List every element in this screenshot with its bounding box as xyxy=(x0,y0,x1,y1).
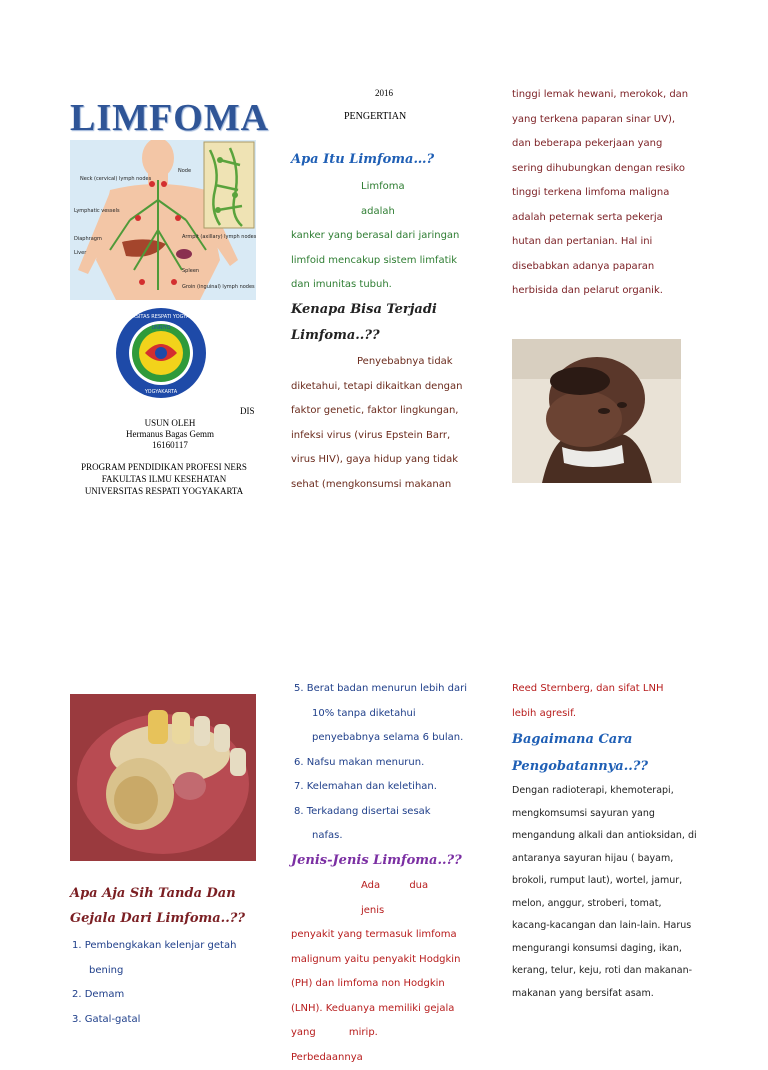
heading-apa-itu-limfoma: Apa Itu Limfoma…? xyxy=(291,152,435,167)
logo-text-top: UNIVERSITAS RESPATI YOGYAKARTA xyxy=(116,314,206,320)
text-line: kanker yang berasal dari jaringan xyxy=(291,230,460,241)
cover-author: Hermanus Bagas Gemm xyxy=(126,429,214,439)
anatomy-illustration xyxy=(70,140,256,300)
text-line: kerang, telur, keju, roti dan makanan- xyxy=(512,965,693,976)
list-text: Kelemahan dan keletihan. xyxy=(306,781,437,792)
anatomy-label: Groin (inguinal) lymph nodes xyxy=(182,284,255,290)
list-item xyxy=(294,800,484,825)
text-line: mengandung alkali dan antioksidan, di xyxy=(512,830,697,841)
list-text: Gatal-gatal xyxy=(84,1013,141,1025)
patient-neck-photo xyxy=(512,339,681,483)
text-line: melon, anggur, stroberi, tomat, xyxy=(512,897,662,909)
text-line: brokoli, rumput laut), wortel, jamur, xyxy=(512,875,683,886)
oral-lesion-photo xyxy=(70,694,256,861)
list-item xyxy=(72,983,262,1008)
list-number: 8. xyxy=(294,805,304,817)
list-text: Berat badan menurun lebih dari xyxy=(306,683,468,694)
list-number: 2. xyxy=(72,989,82,1000)
list-item xyxy=(294,824,484,849)
text-line: (LNH). Keduanya memiliki gejala xyxy=(291,1002,455,1014)
text-line: Penyebabnya tidak xyxy=(357,356,453,367)
list-text: Terkadang disertai sesak xyxy=(306,805,431,817)
list-number: 5. xyxy=(294,683,304,694)
list-item xyxy=(294,726,484,751)
cover-dis: DIS xyxy=(240,406,255,416)
text-line: yang terkena paparan sinar UV), xyxy=(512,113,676,125)
heading-pengobatan-line1: Bagaimana Cara xyxy=(512,732,633,747)
text-line: mengkomsumsi sayuran yang xyxy=(512,807,655,819)
text-line: (PH) dan limfoma non Hodgkin xyxy=(291,978,445,989)
list-text: Demam xyxy=(84,989,125,1000)
symptom-list-continued xyxy=(294,677,484,849)
logo-text-bottom: YOGYAKARTA xyxy=(144,389,178,395)
section-title-pengertian: PENGERTIAN xyxy=(344,111,407,122)
text-line: mengurangi konsumsi daging, ikan, xyxy=(512,942,682,954)
text-line: dan imunitas tubuh. xyxy=(291,279,392,290)
logo-text-mid: UNRIYO xyxy=(151,325,171,331)
text-line: kacang-kacangan dan lain-lain. Harus xyxy=(512,920,692,931)
text-line: sehat (mengkonsumsi makanan xyxy=(291,478,452,490)
heading-pengobatan-line2: Pengobatannya..?? xyxy=(512,759,649,774)
cover-program: PROGRAM PENDIDIKAN PROFESI NERS xyxy=(81,462,247,472)
text-line: antaranya sayuran hijau ( bayam, xyxy=(512,852,674,864)
paragraph-penyebab xyxy=(291,350,481,497)
cover-fakultas: FAKULTAS ILMU KESEHATAN xyxy=(101,474,227,484)
text-line: Ada dua jenis xyxy=(361,880,429,916)
list-number: 6. xyxy=(294,756,304,768)
text-line: herbisida dan pelarut organik. xyxy=(512,285,663,296)
anatomy-label: Liver xyxy=(74,250,87,256)
text-line: virus HIV), gaya hidup yang tidak xyxy=(291,454,459,465)
list-text: bening xyxy=(89,964,124,976)
paragraph-faktor-risiko xyxy=(512,83,712,304)
list-item xyxy=(72,1008,262,1033)
list-text: penyebabnya selama 6 bulan. xyxy=(312,732,464,743)
heading-gejala-line2: Gejala Dari Limfoma..?? xyxy=(70,911,245,926)
list-text: Nafsu makan menurun. xyxy=(306,756,425,768)
list-item xyxy=(72,934,262,959)
list-text: nafas. xyxy=(312,830,343,841)
list-number: 7. xyxy=(294,781,304,792)
symptom-list xyxy=(72,934,262,1032)
text-line: penyakit yang termasuk limfoma xyxy=(291,929,457,940)
heading-jenis-limfoma: Jenis-Jenis Limfoma..?? xyxy=(291,853,462,868)
text-line: hutan dan pertanian. Hal ini xyxy=(512,236,653,247)
cover-usun-oleh: USUN OLEH xyxy=(144,418,196,428)
paragraph-pengobatan xyxy=(512,780,712,1005)
year: 2016 xyxy=(375,88,393,98)
text-line: adalah peternak serta pekerja xyxy=(512,211,663,223)
list-item xyxy=(294,677,484,702)
text-line: tinggi lemak hewani, merokok, dan xyxy=(512,89,689,100)
list-number: 3. xyxy=(72,1013,82,1025)
list-text: 10% tanpa diketahui xyxy=(312,707,416,719)
text-line: Limfoma adalah xyxy=(361,181,405,217)
paragraph-jenis xyxy=(291,874,477,1070)
anatomy-label: Lymphatic vessels xyxy=(74,208,120,214)
text-line: faktor genetic, faktor lingkungan, xyxy=(291,405,459,416)
anatomy-label: Node xyxy=(178,168,192,174)
university-logo xyxy=(115,307,207,399)
text-line: yang mirip. Perbedaannya xyxy=(291,1027,378,1063)
list-text: Pembengkakan kelenjar getah xyxy=(84,940,237,951)
heading-gejala-line1: Apa Aja Sih Tanda Dan xyxy=(70,886,236,901)
text-line: sering dihubungkan dengan resiko xyxy=(512,162,685,174)
text-line: tinggi terkena limfoma maligna xyxy=(512,187,670,198)
anatomy-label: Diaphragm xyxy=(74,236,102,242)
text-line: dan beberapa pekerjaan yang xyxy=(512,138,663,149)
anatomy-label: Armpit (axillary) lymph nodes xyxy=(182,234,256,240)
text-line: disebabkan adanya paparan xyxy=(512,260,655,272)
text-line: diketahui, tetapi dikaitkan dengan xyxy=(291,380,463,392)
anatomy-label: Spleen xyxy=(182,268,200,274)
anatomy-label: Neck (cervical) lymph nodes xyxy=(80,176,152,182)
text-line: infeksi virus (virus Epstein Barr, xyxy=(291,429,451,441)
cover-title: LIMFOMA xyxy=(70,97,270,139)
list-item xyxy=(294,775,484,800)
text-line: Dengan radioterapi, khemoterapi, xyxy=(512,785,674,796)
list-number: 1. xyxy=(72,940,82,951)
text-line: makanan yang bersifat asam. xyxy=(512,987,654,999)
list-item xyxy=(294,751,484,776)
text-line: malignum yaitu penyakit Hodgkin xyxy=(291,953,461,965)
paragraph-perbedaan-continued xyxy=(512,677,712,726)
list-item xyxy=(72,959,262,984)
text-line: lebih agresif. xyxy=(512,707,577,719)
cover-universitas: UNIVERSITAS RESPATI YOGYAKARTA xyxy=(84,486,244,496)
cover-nim: 16160117 xyxy=(152,440,188,450)
text-line: limfoid mencakup sistem limfatik xyxy=(291,254,458,266)
text-line: Reed Sternberg, dan sifat LNH xyxy=(512,683,664,694)
paragraph-definisi xyxy=(291,175,477,298)
heading-kenapa-line1: Kenapa Bisa Terjadi xyxy=(291,302,437,317)
heading-kenapa-line2: Limfoma..?? xyxy=(291,328,380,343)
list-item xyxy=(294,702,484,727)
